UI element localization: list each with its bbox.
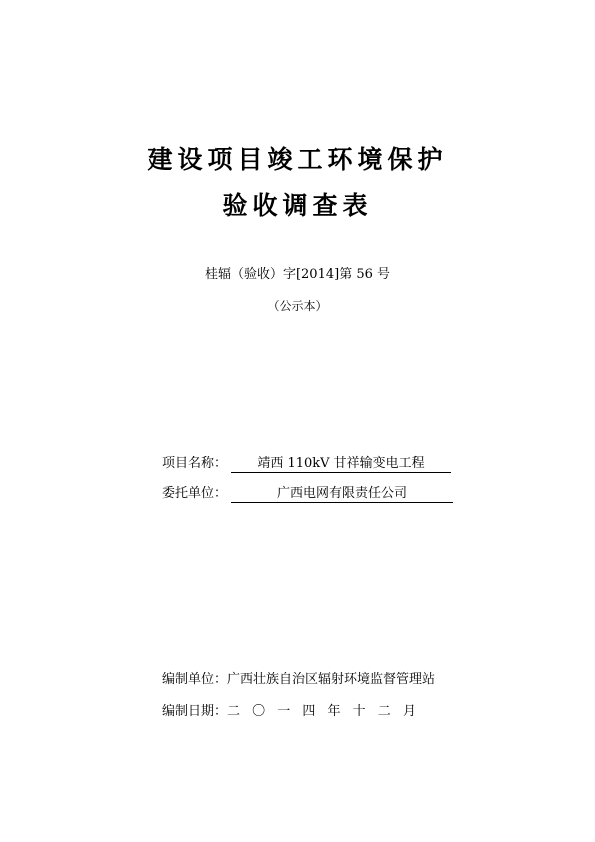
project-name-label: 项目名称： [162, 456, 228, 471]
client-value: 广西电网有限责任公司 [231, 482, 453, 503]
document-subtitle: 验收调查表 [222, 191, 373, 220]
document-number: 桂辐（验收）字[2014]第 56 号 [204, 267, 391, 282]
project-name-value: 靖西 110kV 甘祥输变电工程 [231, 452, 451, 473]
compile-date-label: 编制日期： [162, 704, 228, 719]
document-title: 建设项目竣工环境保护 [147, 145, 448, 174]
compiler-row [162, 668, 435, 687]
compiler-value: 广西壮族自治区辐射环境监督管理站 [227, 672, 436, 687]
client-label: 委托单位： [162, 486, 228, 501]
edition-note: （公示本） [267, 299, 328, 313]
compiler-label: 编制单位： [162, 672, 228, 687]
compile-date-value: 二 〇 一 四 年 十 二 月 [227, 704, 417, 719]
compile-date-row [162, 700, 417, 719]
client-row [162, 482, 453, 503]
project-name-row [162, 452, 451, 473]
